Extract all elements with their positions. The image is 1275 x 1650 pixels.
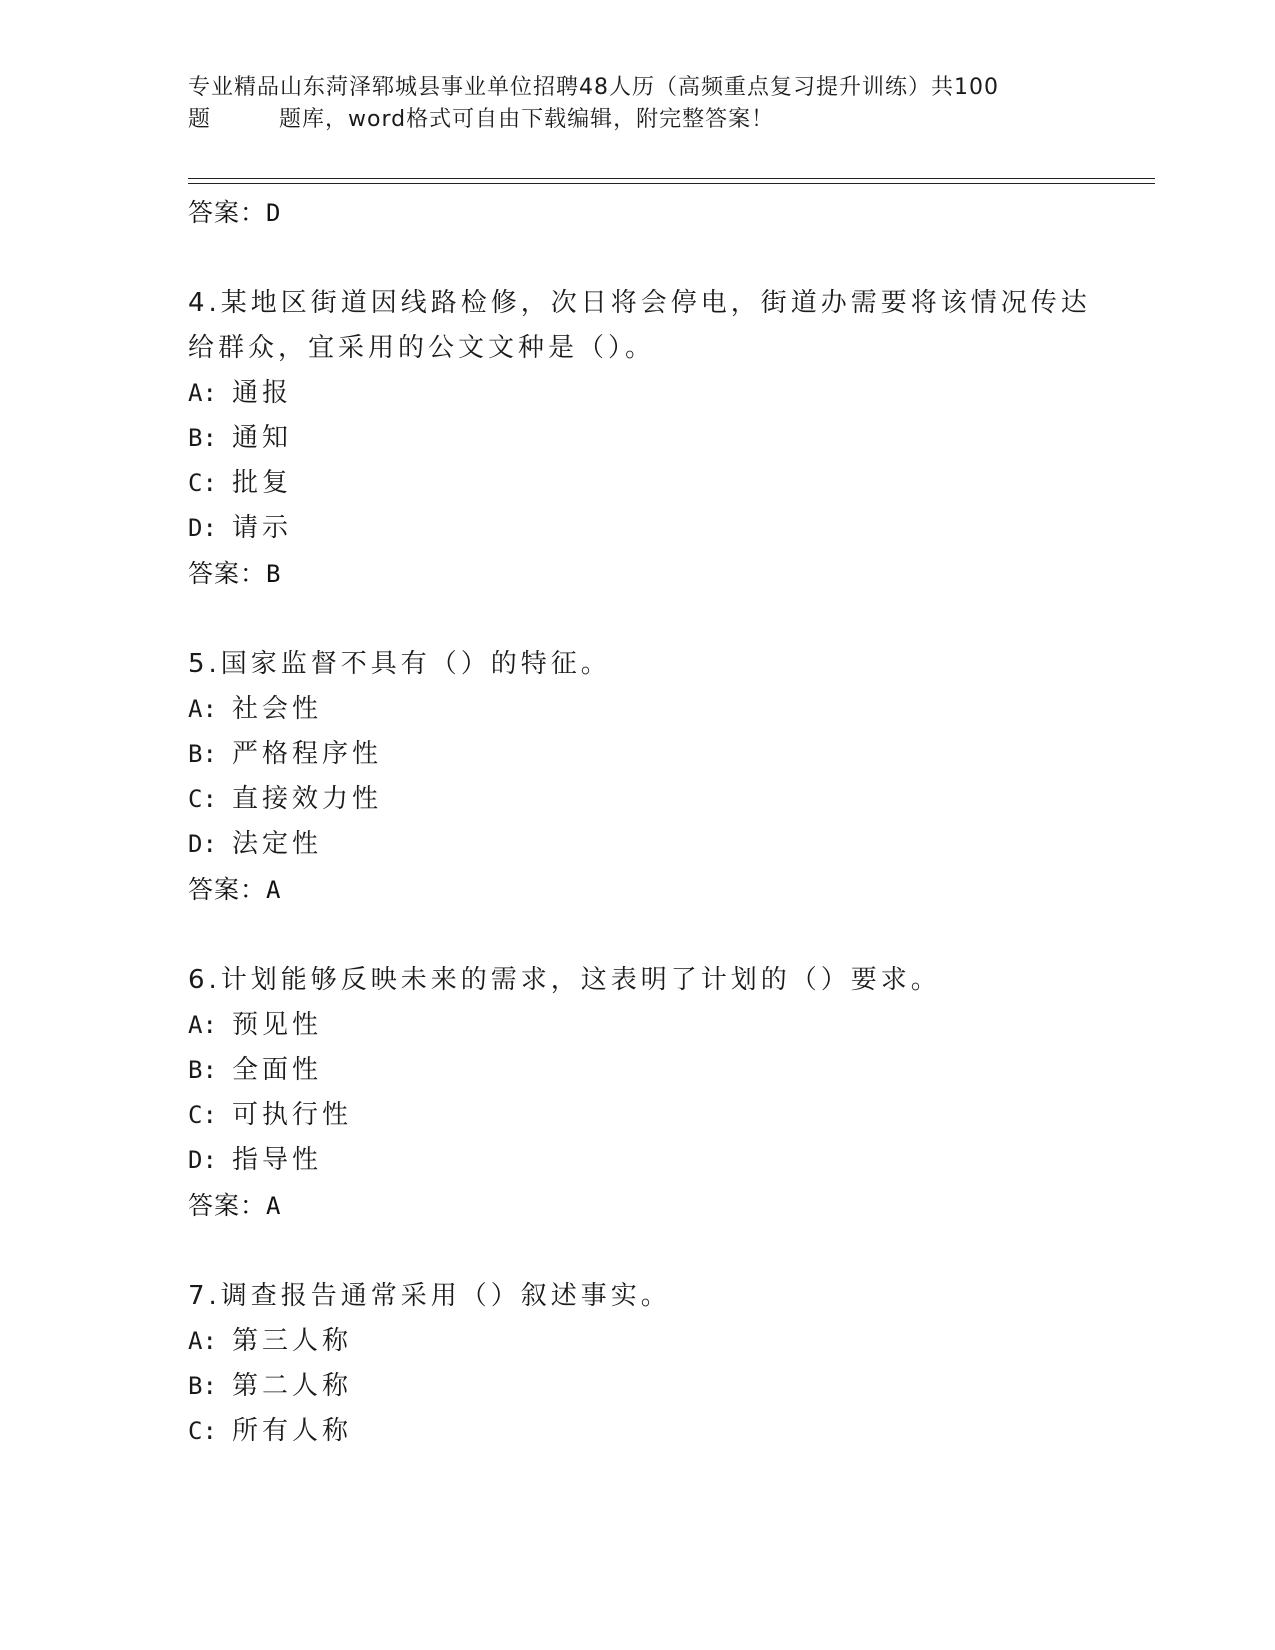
header-divider-bottom — [188, 183, 1155, 184]
option-key: C: — [188, 469, 217, 497]
option-text: 全面性 — [232, 1055, 323, 1085]
option-key: A: — [188, 379, 217, 407]
question-4 — [188, 281, 1091, 371]
option-c — [188, 777, 1088, 822]
option-b — [188, 416, 1088, 461]
option-a — [188, 687, 1088, 732]
question-6 — [188, 958, 1088, 1003]
option-d — [188, 822, 1088, 867]
option-key: C: — [188, 785, 217, 813]
answer-label: 答案： — [188, 1191, 267, 1220]
option-c — [188, 461, 1088, 506]
header-title-line-1: 专业精品山东菏泽郓城县事业单位招聘48人历（高频重点复习提升训练）共100 — [188, 75, 999, 100]
option-key: D: — [188, 1146, 217, 1174]
answer-line — [188, 1183, 1088, 1228]
header-subtitle: 题库，word格式可自由下载编辑，附完整答案！ — [279, 107, 775, 132]
answer-line — [188, 867, 1088, 912]
header-divider-top — [188, 178, 1155, 179]
question-text-line: 7.调查报告通常采用（）叙述事实。 — [188, 1281, 671, 1311]
option-text: 第三人称 — [232, 1326, 353, 1356]
option-b — [188, 1364, 1088, 1409]
header-title-line-2 — [188, 104, 1068, 136]
answer-label: 答案： — [188, 875, 267, 904]
option-b — [188, 1048, 1088, 1093]
question-5 — [188, 642, 1088, 687]
answer-value: A — [266, 876, 282, 904]
option-text: 批复 — [232, 468, 293, 498]
option-key: A: — [188, 1327, 217, 1355]
option-key: C: — [188, 1417, 217, 1445]
question-text-line: 给群众，宜采用的公文文种是（）。 — [188, 333, 656, 363]
option-d — [188, 506, 1088, 551]
answer-line — [188, 190, 1088, 235]
answer-value: D — [266, 199, 282, 227]
header-title-fragment: 题 — [188, 107, 212, 132]
option-key: B: — [188, 740, 217, 768]
option-a — [188, 1003, 1088, 1048]
option-text: 第二人称 — [232, 1371, 353, 1401]
answer-line — [188, 551, 1088, 596]
option-c — [188, 1093, 1088, 1138]
option-key: D: — [188, 514, 217, 542]
option-key: A: — [188, 1011, 217, 1039]
option-c — [188, 1409, 1088, 1454]
answer-label: 答案： — [188, 559, 267, 588]
answer-value: B — [266, 560, 282, 588]
option-text: 通知 — [232, 423, 293, 453]
option-a — [188, 1319, 1088, 1364]
option-key: A: — [188, 695, 217, 723]
question-text-line: 5.国家监督不具有（）的特征。 — [188, 649, 611, 679]
option-text: 严格程序性 — [232, 739, 383, 769]
option-a — [188, 371, 1088, 416]
option-key: B: — [188, 1372, 217, 1400]
option-d — [188, 1138, 1088, 1183]
question-text-line: 4.某地区街道因线路检修，次日将会停电，街道办需要将该情况传达 — [188, 288, 1091, 318]
document-header — [188, 72, 1068, 136]
option-text: 所有人称 — [232, 1416, 353, 1446]
question-text-line: 6.计划能够反映未来的需求，这表明了计划的（）要求。 — [188, 965, 941, 995]
option-key: B: — [188, 424, 217, 452]
option-key: C: — [188, 1101, 217, 1129]
document-body — [188, 190, 1091, 1454]
question-7 — [188, 1274, 1088, 1319]
option-key: D: — [188, 830, 217, 858]
option-text: 请示 — [232, 513, 293, 543]
option-b — [188, 732, 1088, 777]
answer-value: A — [266, 1192, 282, 1220]
option-text: 法定性 — [232, 829, 323, 859]
option-text: 指导性 — [232, 1145, 323, 1175]
option-text: 可执行性 — [232, 1100, 353, 1130]
option-text: 预见性 — [232, 1010, 323, 1040]
option-text: 直接效力性 — [232, 784, 383, 814]
answer-label: 答案： — [188, 198, 267, 227]
option-text: 通报 — [232, 378, 293, 408]
option-text: 社会性 — [232, 694, 323, 724]
option-key: B: — [188, 1056, 217, 1084]
